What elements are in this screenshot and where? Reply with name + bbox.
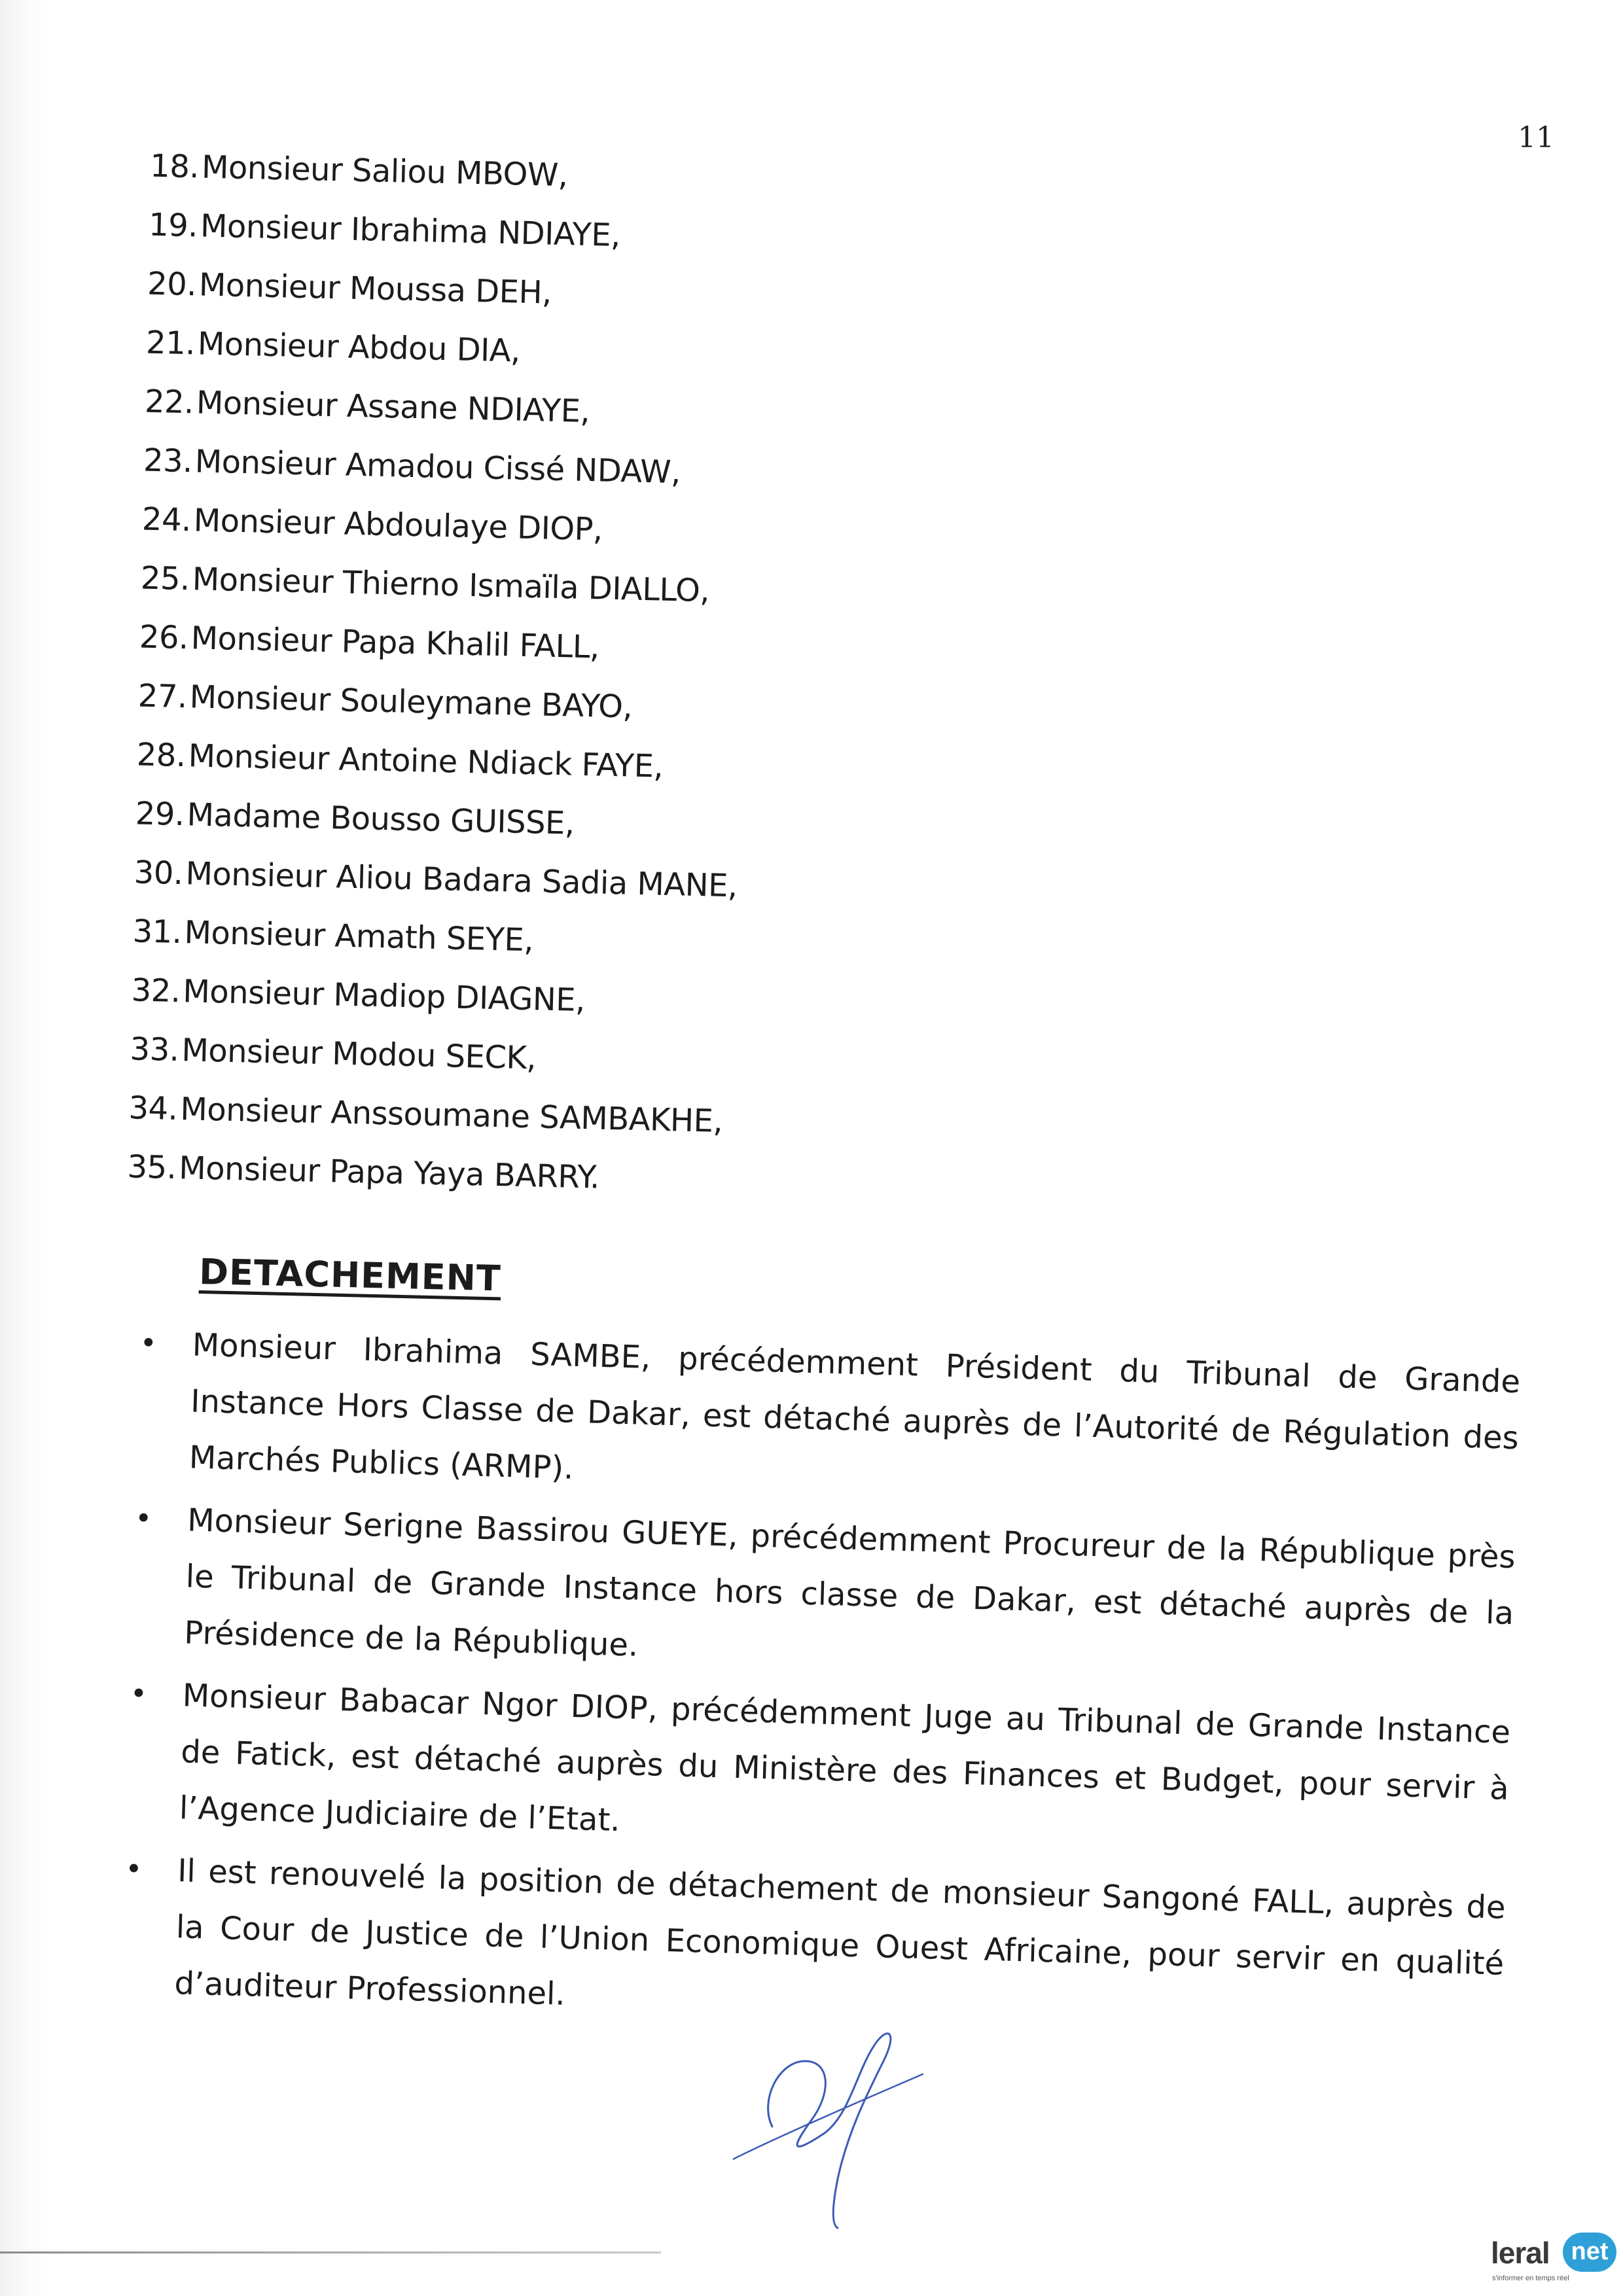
list-item-number: 21 xyxy=(145,324,186,362)
list-item-number: 24 xyxy=(141,501,182,539)
list-item-name: Monsieur Modou SECK, xyxy=(181,1032,537,1077)
list-item-number: 33 xyxy=(130,1031,170,1069)
signature-stroke xyxy=(768,2034,891,2228)
list-item-name: Monsieur Madiop DIAGNE, xyxy=(182,973,586,1019)
list-item-name: Monsieur Papa Yaya BARRY. xyxy=(178,1150,600,1196)
logo-tagline: s'informer en temps réel xyxy=(1492,2274,1569,2282)
list-item-name: Monsieur Saliou MBOW, xyxy=(201,149,569,194)
list-item-separator: . xyxy=(181,501,192,539)
list-item-number: 32 xyxy=(131,972,171,1010)
logo-brand-badge: net xyxy=(1563,2233,1616,2272)
detachement-paragraph xyxy=(130,1315,1521,1523)
list-item-separator: . xyxy=(179,560,190,598)
list-item-separator: . xyxy=(182,442,193,480)
list-item-separator: . xyxy=(188,149,200,186)
list-item-separator: . xyxy=(168,1090,179,1127)
section-heading-detachement: DETACHEMENT xyxy=(198,1251,502,1299)
list-item-number: 35 xyxy=(126,1148,168,1186)
list-item-separator: . xyxy=(178,619,189,657)
bullet-icon: • xyxy=(130,1677,148,1711)
list-item-number: 29 xyxy=(135,795,175,833)
list-item-name: Monsieur Abdoulaye DIOP, xyxy=(193,502,603,548)
bullet-icon: • xyxy=(134,1502,152,1536)
paragraph-text: Il est renouvelé la position de détachement de monsieur Sangoné FALL, auprès de la Cour de Justice de l’Union Economique Ouest Africaine, pour servir en qualité d’auditeur Professionnel. xyxy=(173,1852,1507,2013)
list-item-number: 30 xyxy=(134,854,174,892)
list-item-separator: . xyxy=(187,207,198,245)
list-item-separator: . xyxy=(186,266,197,304)
list-item-separator: . xyxy=(169,1031,180,1069)
list-item-number: 28 xyxy=(136,736,177,774)
bullet-icon: • xyxy=(124,1852,143,1886)
list-item-name: Monsieur Abdou DIA, xyxy=(197,325,521,370)
list-item-name: Monsieur Ibrahima NDIAYE, xyxy=(200,207,621,254)
list-item-separator: . xyxy=(183,383,194,421)
paragraph-text: Monsieur Serigne Bassirou GUEYE, précédemment Procureur de la République près le Tribunal de Grande Instance hors classe de Dakar, est détaché auprès de la Présidence de la République. xyxy=(183,1502,1516,1664)
list-item-number: 31 xyxy=(132,913,173,951)
list-item-number: 27 xyxy=(137,677,178,715)
paragraph-text: Monsieur Babacar Ngor DIOP, précédemment Juge au Tribunal de Grande Instance de Fatick, est détaché auprès du Ministère des Finances et Budget, pour servir à l’Agence Judiciaire de l’Etat. xyxy=(179,1677,1511,1839)
list-item-name: Monsieur Amath SEYE, xyxy=(183,914,534,959)
list-item-number: 26 xyxy=(139,618,179,656)
appointee-list xyxy=(107,147,1046,1227)
bullet-icon: • xyxy=(139,1326,158,1360)
list-item-name: Monsieur Antoine Ndiack FAYE, xyxy=(188,737,664,785)
list-item-separator: . xyxy=(175,737,187,775)
list-item-name: Monsieur Assane NDIAYE, xyxy=(196,384,590,431)
page-number: 11 xyxy=(1518,121,1554,154)
list-item-separator: . xyxy=(177,678,188,716)
paragraph-text: Monsieur Ibrahima SAMBE, précédemment Président du Tribunal de Grande Instance Hors Classe de Dakar, est détaché auprès de l’Autorité de Régulation des Marchés Publics (ARMP). xyxy=(188,1326,1521,1487)
list-item-number: 22 xyxy=(144,383,185,421)
list-item-number: 23 xyxy=(143,442,183,480)
list-item-separator: . xyxy=(173,855,184,892)
leral-logo xyxy=(1491,2231,1615,2290)
list-item-separator: . xyxy=(174,796,185,834)
detachement-paragraph xyxy=(120,1666,1511,1873)
list-item-name: Madame Bousso GUISSE, xyxy=(187,796,575,842)
list-item-name: Monsieur Aliou Badara Sadia MANE, xyxy=(185,855,738,905)
list-item-name: Monsieur Papa Khalil FALL, xyxy=(190,620,600,666)
list-item-separator: . xyxy=(185,325,196,362)
list-item-number: 34 xyxy=(128,1089,169,1127)
list-item-number: 19 xyxy=(148,206,188,245)
detachement-list xyxy=(115,1315,1521,2055)
list-item-separator: . xyxy=(170,972,181,1010)
bottom-divider xyxy=(0,2252,661,2253)
detachement-paragraph xyxy=(124,1491,1516,1698)
list-item-separator: . xyxy=(171,913,183,951)
signature-underline-stroke xyxy=(733,2074,923,2159)
list-item-name: Monsieur Amadou Cissé NDAW, xyxy=(194,443,681,491)
list-item-name: Monsieur Anssoumane SAMBAKHE, xyxy=(179,1091,723,1140)
list-item-name: Monsieur Souleymane BAYO, xyxy=(189,679,633,726)
list-item-number: 20 xyxy=(147,265,187,303)
list-item-name: Monsieur Thierno Ismaïla DIALLO, xyxy=(192,561,710,610)
list-item-number: 25 xyxy=(140,559,181,597)
logo-brand-left: leral xyxy=(1491,2236,1550,2270)
list-item-name: Monsieur Moussa DEH, xyxy=(198,266,552,311)
handwritten-signature xyxy=(733,1963,929,2238)
list-item-number: 18 xyxy=(149,147,190,186)
list-item-separator: . xyxy=(166,1149,177,1186)
